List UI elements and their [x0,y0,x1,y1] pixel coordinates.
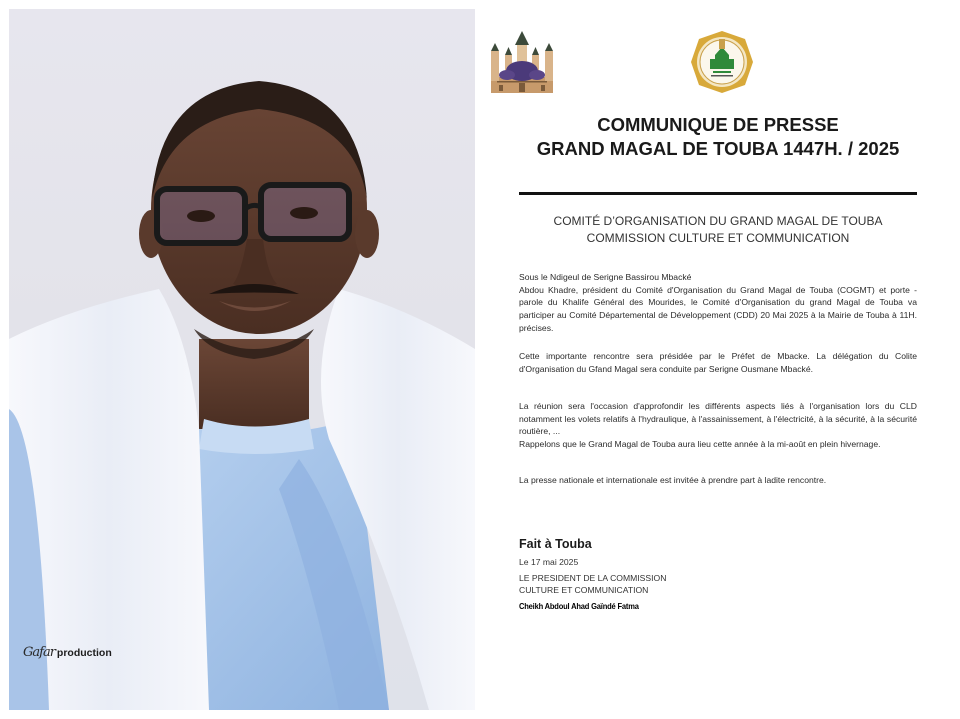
signature-place: Fait à Touba [519,537,592,551]
photographer-watermark [23,645,112,660]
committee-name: COMITÉ D’ORGANISATION DU GRAND MAGAL DE TOUBA [553,214,883,228]
signatory-title-line2: CULTURE ET COMMUNICATION [519,585,649,595]
document-subtitle: GRAND MAGAL DE TOUBA 1447H. / 2025 [536,138,900,159]
press-release [480,0,960,719]
portrait-photo [9,9,475,710]
commission-name: COMMISSION CULTURE ET COMMUNICATION [586,231,850,245]
paragraph-meeting [519,350,917,375]
paragraph-topics [519,400,917,451]
signature-block [519,536,666,611]
press-text: La presse nationale et internationale est invitée à prendre part à ladite rencontre. [519,475,827,485]
document-title: COMMUNIQUE DE PRESSE [597,114,839,135]
reminder-text: Rappelons que le Grand Magal de Touba aura lieu cette année à la mi-août en plein hivernage. [519,439,881,450]
intro-body: Abdou Khadre, président du Comité d'Organisation du Grand Magal de Touba (COGMT) et porte - parole du Khalife Général des Mourides, le Comité d'Organisation du grand Magal de Touba va participer au Comité Départemental de Développement (CDD) 20 Mai 2025 à la Mairie de Touba à 11H. précises. [519,284,917,333]
topics-text: La réunion sera l'occasion d'approfondir les différents aspects liés à l'organisation lors du CLD notamment les volets relatifs à l'hydraulique, à l'assainissement, à l'électricité, à la sécurité, à la sécurité routière, ... [519,401,917,437]
paragraph-press [519,474,917,487]
portrait-illustration [9,9,475,710]
touba-mosque-logo-icon [489,29,555,95]
signatory-name: Cheikh Abdoul Ahad Gaïndé Fatma [519,601,639,611]
intro-first-line: Sous le Ndigeul de Serigne Bassirou Mbacké [519,272,692,282]
meeting-text: Cette importante rencontre sera présidée par le Préfet de Mbacke. La délégation du Colite d'Organisation du Gfand Magal sera conduite par Serigne Ousmane Mbacké. [519,351,917,374]
paragraph-intro [519,271,917,335]
divider-line [519,192,917,195]
signature-date: Le 17 mai 2025 [519,557,579,567]
watermark-label: production [56,646,112,659]
watermark-signature: Gafar [23,645,55,660]
signatory-title-line1: LE PRESIDENT DE LA COMMISSION [519,572,667,583]
cogmt-emblem-logo-icon [689,29,755,95]
